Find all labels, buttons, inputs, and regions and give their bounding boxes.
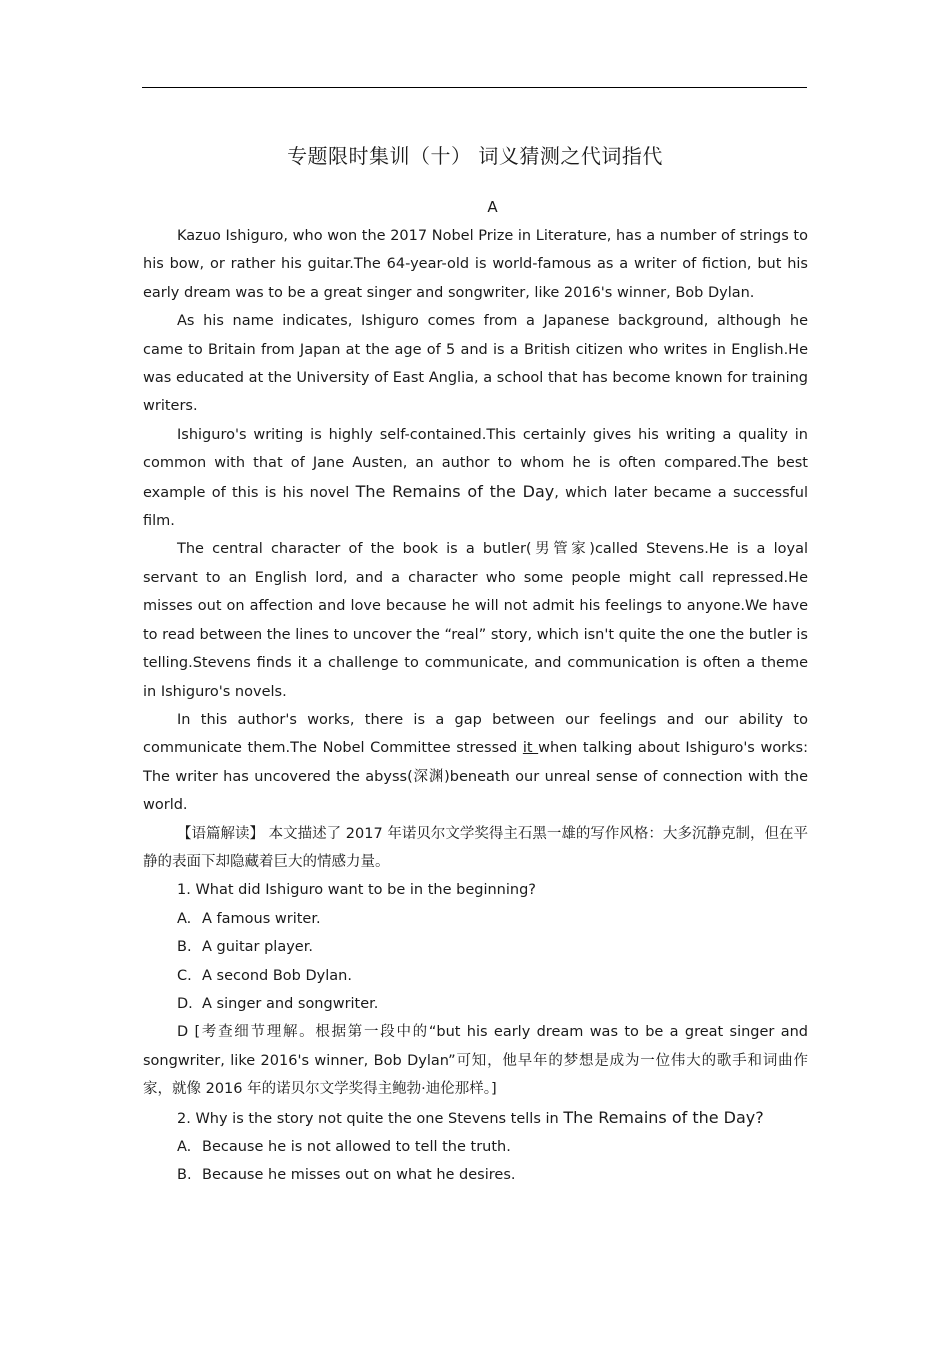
question-1-option-c: C. A second Bob Dylan. <box>177 967 352 984</box>
top-rule <box>142 87 807 88</box>
question-1-option-b: B. A guitar player. <box>177 939 313 956</box>
underlined-word: it <box>522 740 539 757</box>
paragraph-5 <box>143 706 808 820</box>
paragraph-4: The central character of the book is a butler(男管家)called Stevens.He is a loyal servant to an English lord, and a character who some people might call repressed.He misses out on affection and love because he will not admit his feelings to anyone.We have to read between the lines to uncover the “real” story, which isn't quite the one the butler is telling.Stevens finds it a challenge to communicate, and communication is often a theme in Ishiguro's novels. <box>143 541 808 700</box>
question-1-option-a: A. A famous writer. <box>177 910 321 927</box>
question-1-answer: D [考查细节理解。根据第一段中的“but his early dream was to be a great singer and songwriter, like 2016's winner, Bob Dylan”可知，他早年的梦想是成为一位伟大的歌手和词曲作家，就像 2016 年的诺贝尔文学奖得主鲍勃·迪伦那样。] <box>143 1024 808 1098</box>
paragraph-1: Kazuo Ishiguro, who won the 2017 Nobel Prize in Literature, has a number of strings to his bow, or rather his guitar.The 64-year-old is world-famous as a writer of fiction, but his early dream was to be a great singer and songwriter, like 2016's winner, Bob Dylan. <box>143 228 808 301</box>
question-2-stem: 2. Why is the story not quite the one Stevens tells in The Remains of the Day? <box>177 1107 764 1127</box>
paragraph-5-text-a: In this author's works, there is a gap between our feelings and our ability to communicate them.The Nobel Committee stressed <box>143 711 808 757</box>
page-title: 专题限时集训（十） 词义猜测之代词指代 <box>287 144 663 168</box>
paragraph-2: As his name indicates, Ishiguro comes from a Japanese background, although he came to Britain from Japan at the age of 5 and is a British citizen who writes in English.He was educated at the University of East Anglia, a school that has become known for training writers. <box>143 313 808 415</box>
document-body <box>143 222 808 1190</box>
paragraph-3-text-a: Ishiguro's writing is highly self-contained.This certainly gives his writing a quality in common with that of Jane Austen, an author to whom he is often compared.The best example of this is his novel <box>143 426 808 501</box>
question-1-option-d: D. A singer and songwriter. <box>177 995 379 1012</box>
paragraph-3 <box>143 421 808 536</box>
question-2-option-a: A. Because he is not allowed to tell the truth. <box>177 1139 511 1155</box>
question-2-novel-title: The Remains of the Day? <box>563 1107 764 1127</box>
paragraph-3-text-b: , which later became a successful film. <box>143 484 808 530</box>
question-2-option-b: B. Because he misses out on what he desires. <box>177 1167 516 1184</box>
section-label: A <box>487 198 498 216</box>
paragraph-5-text-b: when talking about Ishiguro's works: The writer has uncovered the abyss(深渊)beneath our unreal sense of connection with the world. <box>143 740 808 814</box>
novel-title: The Remains of the Day <box>355 481 555 501</box>
question-1-stem: 1. What did Ishiguro want to be in the beginning? <box>177 882 536 899</box>
reading-analysis: 【语篇解读】 本文描述了 2017 年诺贝尔文学奖得主石黑一雄的写作风格：大多沉静克制，但在平静的表面下却隐藏着巨大的情感力量。 <box>143 825 808 870</box>
